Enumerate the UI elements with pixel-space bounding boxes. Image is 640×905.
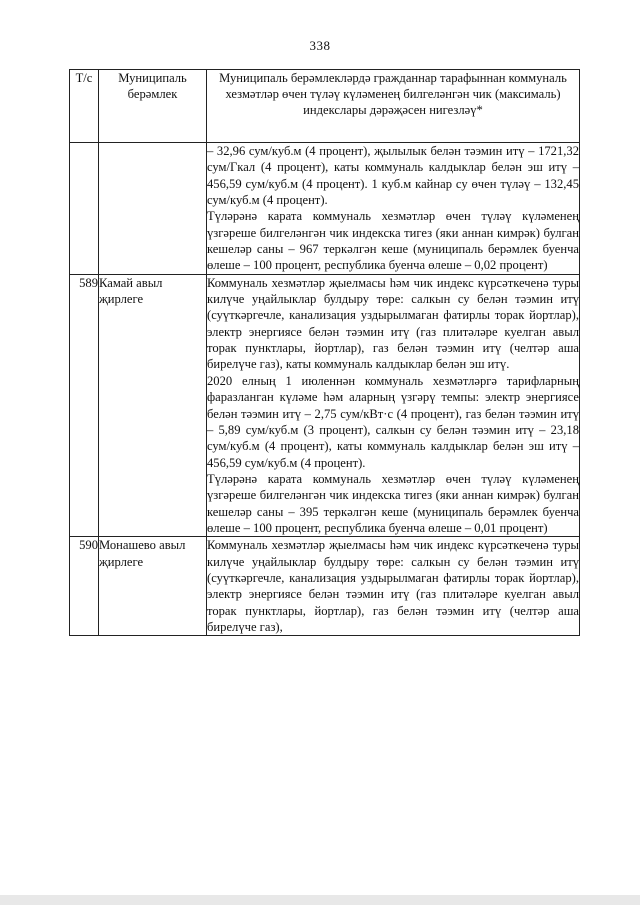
paragraph: Түләрәнә карата коммуналь хезмәтләр өчен түләү күләменең үзгәреше билгеләнгән чик индекска тигез (яки аннан кимрәк) булган кешеләр саны – 395 теркәлгән кеше (муниципаль берәмлек буенча өлеше – 100 процент, республика буенча өлеше – 0,01 процент)	[207, 471, 579, 535]
header-number: Т/с	[70, 70, 99, 143]
row-municipality: Монашево авыл җирлеге	[99, 537, 207, 636]
page-number: 338	[309, 38, 331, 53]
row-number	[70, 143, 99, 275]
row-content	[207, 143, 580, 275]
paragraph: Түләрәнә карата коммуналь хезмәтләр өчен түләү күләменең үзгәреше билгеләнгән чик индекска тигез (яки аннан кимрәк) булган кешеләр саны – 967 теркәлгән кеше (муниципаль берәмлек буенча өлеше – 100 процент, республика буенча өлеше – 0,02 процент)	[207, 209, 579, 273]
table-row	[70, 537, 580, 636]
row-municipality	[99, 143, 207, 275]
table-header-row	[70, 70, 580, 143]
paragraph: 2020 елның 1 июленнән коммуналь хезмәтләргә тарифларның фаразланган күләме һәм аларның үзгәрү темпы: электр энергиясе белән тәэмин итү – 2,75 сум/кВт·с (4 процент), газ белән тәэмин итү – 5,89 сум/куб.м (3 процент), салкын су белән тәэмин итү – 23,18 сум/куб.м (4 процент), каты коммуналь калдыклар белән эш итү – 456,59 сум/куб.м (4 процент).	[207, 373, 579, 470]
row-content	[207, 274, 580, 537]
table-row	[70, 274, 580, 537]
table-row	[70, 143, 580, 275]
row-municipality: Камай авыл җирлеге	[99, 274, 207, 537]
scan-bottom-edge	[0, 895, 640, 905]
header-justification: Муниципаль берәмлекләрдә гражданнар тарафыннан коммуналь хезмәтләр өчен түләү күләменең билгеләнгән чик (максималь) индекслары дәрәҗәсен нигезләү*	[207, 70, 580, 143]
row-number: 589	[70, 274, 99, 537]
paragraph: – 32,96 сум/куб.м (4 процент), җылылык белән тәэмин итү – 1721,32 сум/Гкал (4 процент), каты коммуналь калдыклар белән эш итү – 456,59 сум/куб.м (4 процент). 1 куб.м кайнар су өчен түләү – 132,45 сум/куб.м (4 процент).	[207, 144, 579, 208]
row-number: 590	[70, 537, 99, 636]
header-municipality: Муниципаль берәмлек	[99, 70, 207, 143]
paragraph: Коммуналь хезмәтләр җыелмасы һәм чик индекс күрсәткеченә туры килүче уңайлыклар булдыру төре: салкын су белән тәэмин итү (суүткәргечле, канализация уздырылмаган фатирлы торак йортлар), электр энергиясе белән тәэмин итү (газ плитәләре куелган авыл торак пунктлары, йортлар), газ белән тәэмин итү (челтәр аша бирелүче газ),	[207, 538, 579, 634]
paragraph: Коммуналь хезмәтләр җыелмасы һәм чик индекс күрсәткеченә туры килүче уңайлыклар булдыру төре: салкын су белән тәэмин итү (суүткәргечле, канализация уздырылмаган фатирлы торак йортлар), электр энергиясе белән тәэмин итү (газ плитәләре куелган авыл торак пунктлары, йортлар), газ белән тәэмин итү (челтәр аша бирелүче газ), каты коммуналь калдыклар белән эш итү.	[207, 275, 579, 372]
row-content	[207, 537, 580, 636]
tariff-table	[69, 69, 580, 636]
